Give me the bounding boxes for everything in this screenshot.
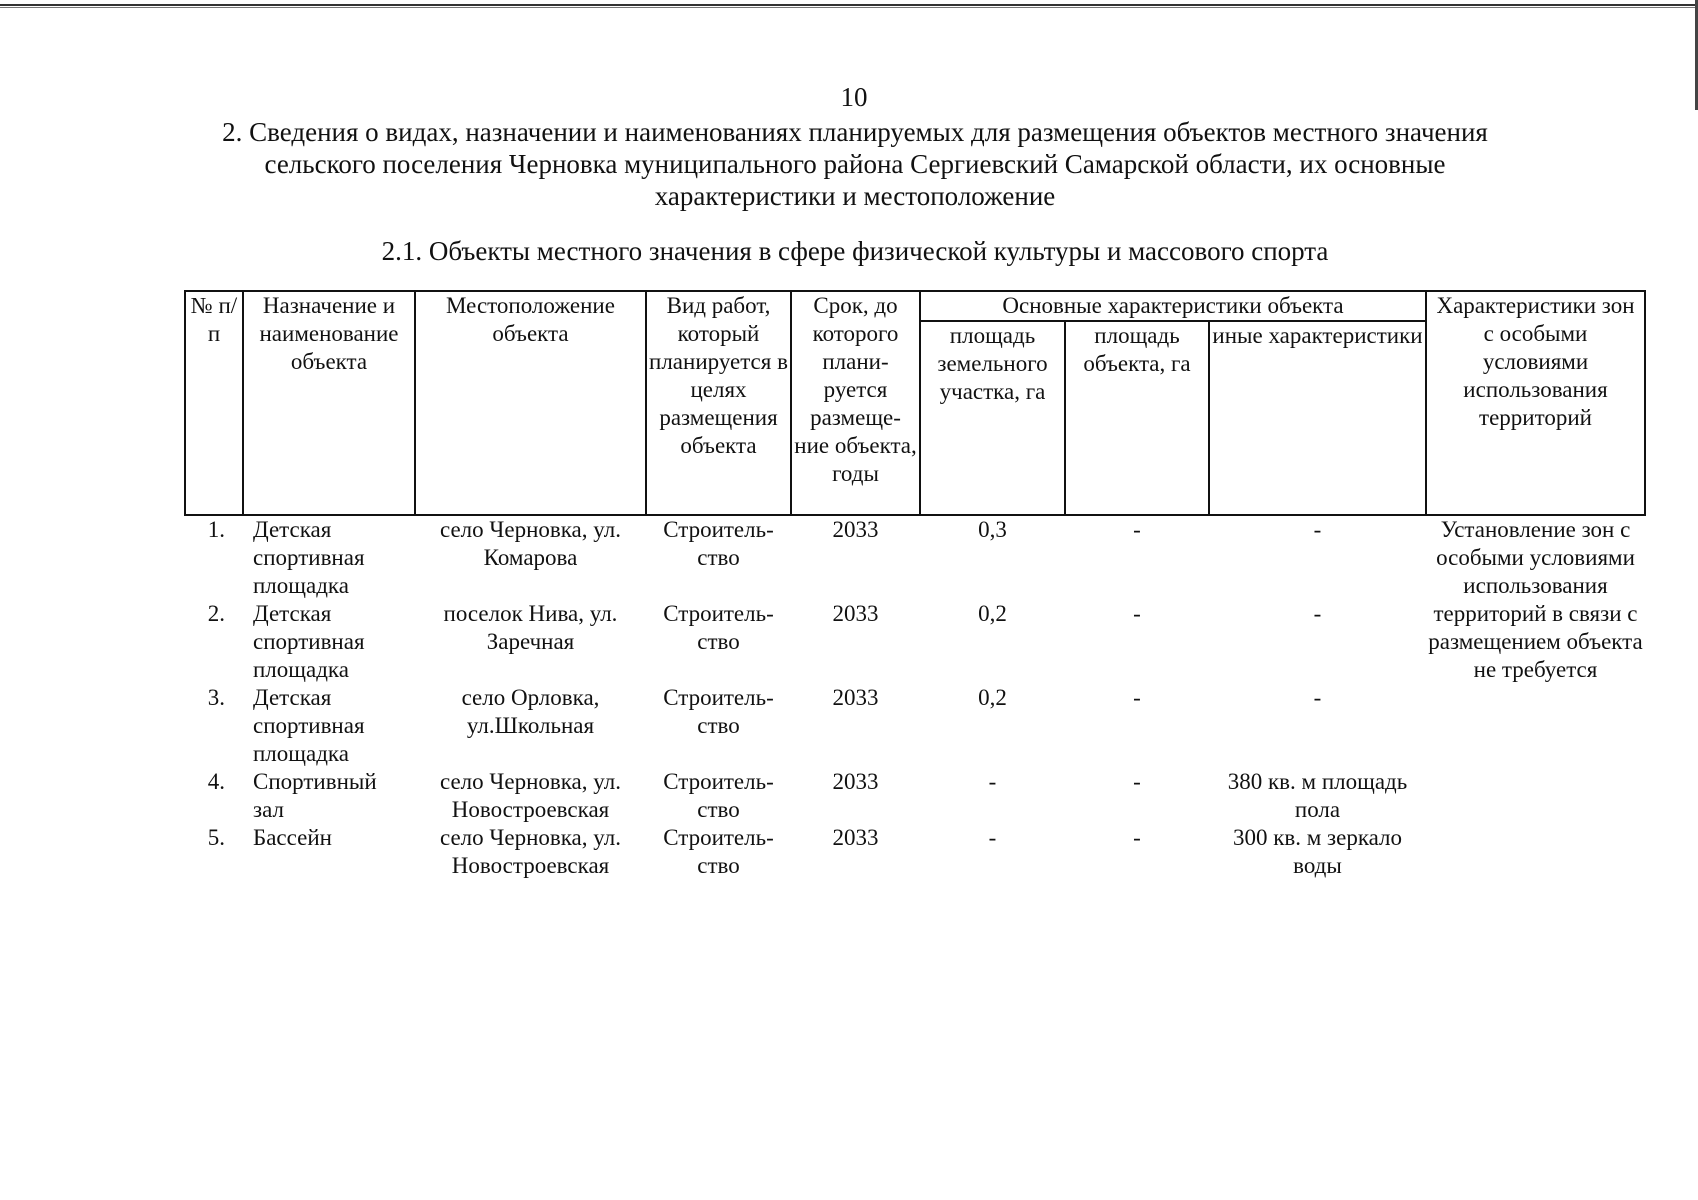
cell-num: 5. [207, 825, 225, 850]
cell-num: 1. [207, 517, 225, 542]
cell-other: 300 кв. м зеркало воды [1232, 825, 1403, 878]
cell-object-area: - [1133, 769, 1141, 794]
table-row [185, 515, 1645, 600]
cell-term: 2033 [832, 825, 879, 850]
cell-object-area: - [1133, 825, 1141, 850]
cell-term: 2033 [832, 601, 879, 626]
cell-other: - [1313, 685, 1322, 710]
header-other: иные характеристики [1209, 321, 1426, 515]
objects-table [184, 290, 1646, 880]
cell-other: - [1313, 601, 1322, 626]
cell-name: Детская спортивная площадка [253, 601, 365, 682]
header-work: Вид работ, который планируется в целях размещения объекта [646, 291, 791, 515]
cell-work: Строитель-ство [663, 601, 774, 654]
cell-num: 2. [207, 601, 225, 626]
subsection-heading: 2.1. Объекты местного значения в сфере физической культуры и массового спорта [381, 236, 1329, 266]
cell-work: Строитель-ство [663, 517, 774, 570]
header-zones: Характеристики зон с особыми условиями использования территорий [1426, 291, 1645, 515]
cell-term: 2033 [832, 685, 879, 710]
cell-term: 2033 [832, 769, 879, 794]
cell-land-area: 0,2 [978, 685, 1007, 710]
cell-location: село Черновка, ул. Комарова [439, 517, 621, 570]
cell-name: Бассейн [253, 825, 332, 850]
cell-name: Спортивный зал [253, 769, 377, 822]
cell-object-area: - [1133, 517, 1141, 542]
heading-line-2: сельского поселения Черновка муниципального района Сергиевский Самарской области, их основные [264, 149, 1446, 179]
cell-zones-note: Установление зон с особыми условиями использования территорий в связи с размещением объекта не требуется [1428, 517, 1643, 682]
cell-name: Детская спортивная площадка [253, 685, 365, 766]
section-heading [160, 116, 1550, 212]
cell-land-area: 0,3 [978, 517, 1007, 542]
top-border-line [0, 4, 1698, 6]
header-name: Назначение и наименование объекта [243, 291, 415, 515]
cell-location: село Черновка, ул. Новостроевская [439, 825, 621, 878]
cell-land-area: - [988, 825, 997, 850]
cell-land-area: - [988, 769, 997, 794]
cell-term: 2033 [832, 517, 879, 542]
table-body [185, 515, 1645, 880]
cell-location: село Орловка, ул.Школьная [461, 685, 600, 738]
cell-land-area: 0,2 [978, 601, 1007, 626]
header-term: Срок, до которого плани-руется размеще-ние объекта, годы [791, 291, 920, 515]
header-land-area: площадь земельного участка, га [920, 321, 1065, 515]
cell-other: 380 кв. м площадь пола [1227, 769, 1408, 822]
header-location: Местоположение объекта [415, 291, 646, 515]
header-object-area: площадь объекта, га [1065, 321, 1209, 515]
table-header [185, 291, 1645, 515]
cell-location: поселок Нива, ул. Заречная [443, 601, 618, 654]
header-num: № п/п [185, 291, 243, 515]
heading-line-3: характеристики и местоположение [654, 181, 1056, 211]
cell-name: Детская спортивная площадка [253, 517, 365, 598]
cell-other: - [1313, 517, 1322, 542]
cell-work: Строитель-ство [663, 825, 774, 878]
cell-num: 3. [207, 685, 225, 710]
cell-work: Строитель-ство [663, 769, 774, 822]
cell-work: Строитель-ство [663, 685, 774, 738]
heading-line-1: 2. Сведения о видах, назначении и наименованиях планируемых для размещения объектов местного значения [222, 117, 1488, 147]
cell-object-area: - [1133, 685, 1141, 710]
page-number: 10 [840, 82, 868, 112]
cell-num: 4. [207, 769, 225, 794]
cell-location: село Черновка, ул. Новостроевская [439, 769, 621, 822]
header-main-characteristics: Основные характеристики объекта [920, 291, 1426, 321]
top-border-line-secondary [0, 7, 1698, 8]
cell-object-area: - [1133, 601, 1141, 626]
